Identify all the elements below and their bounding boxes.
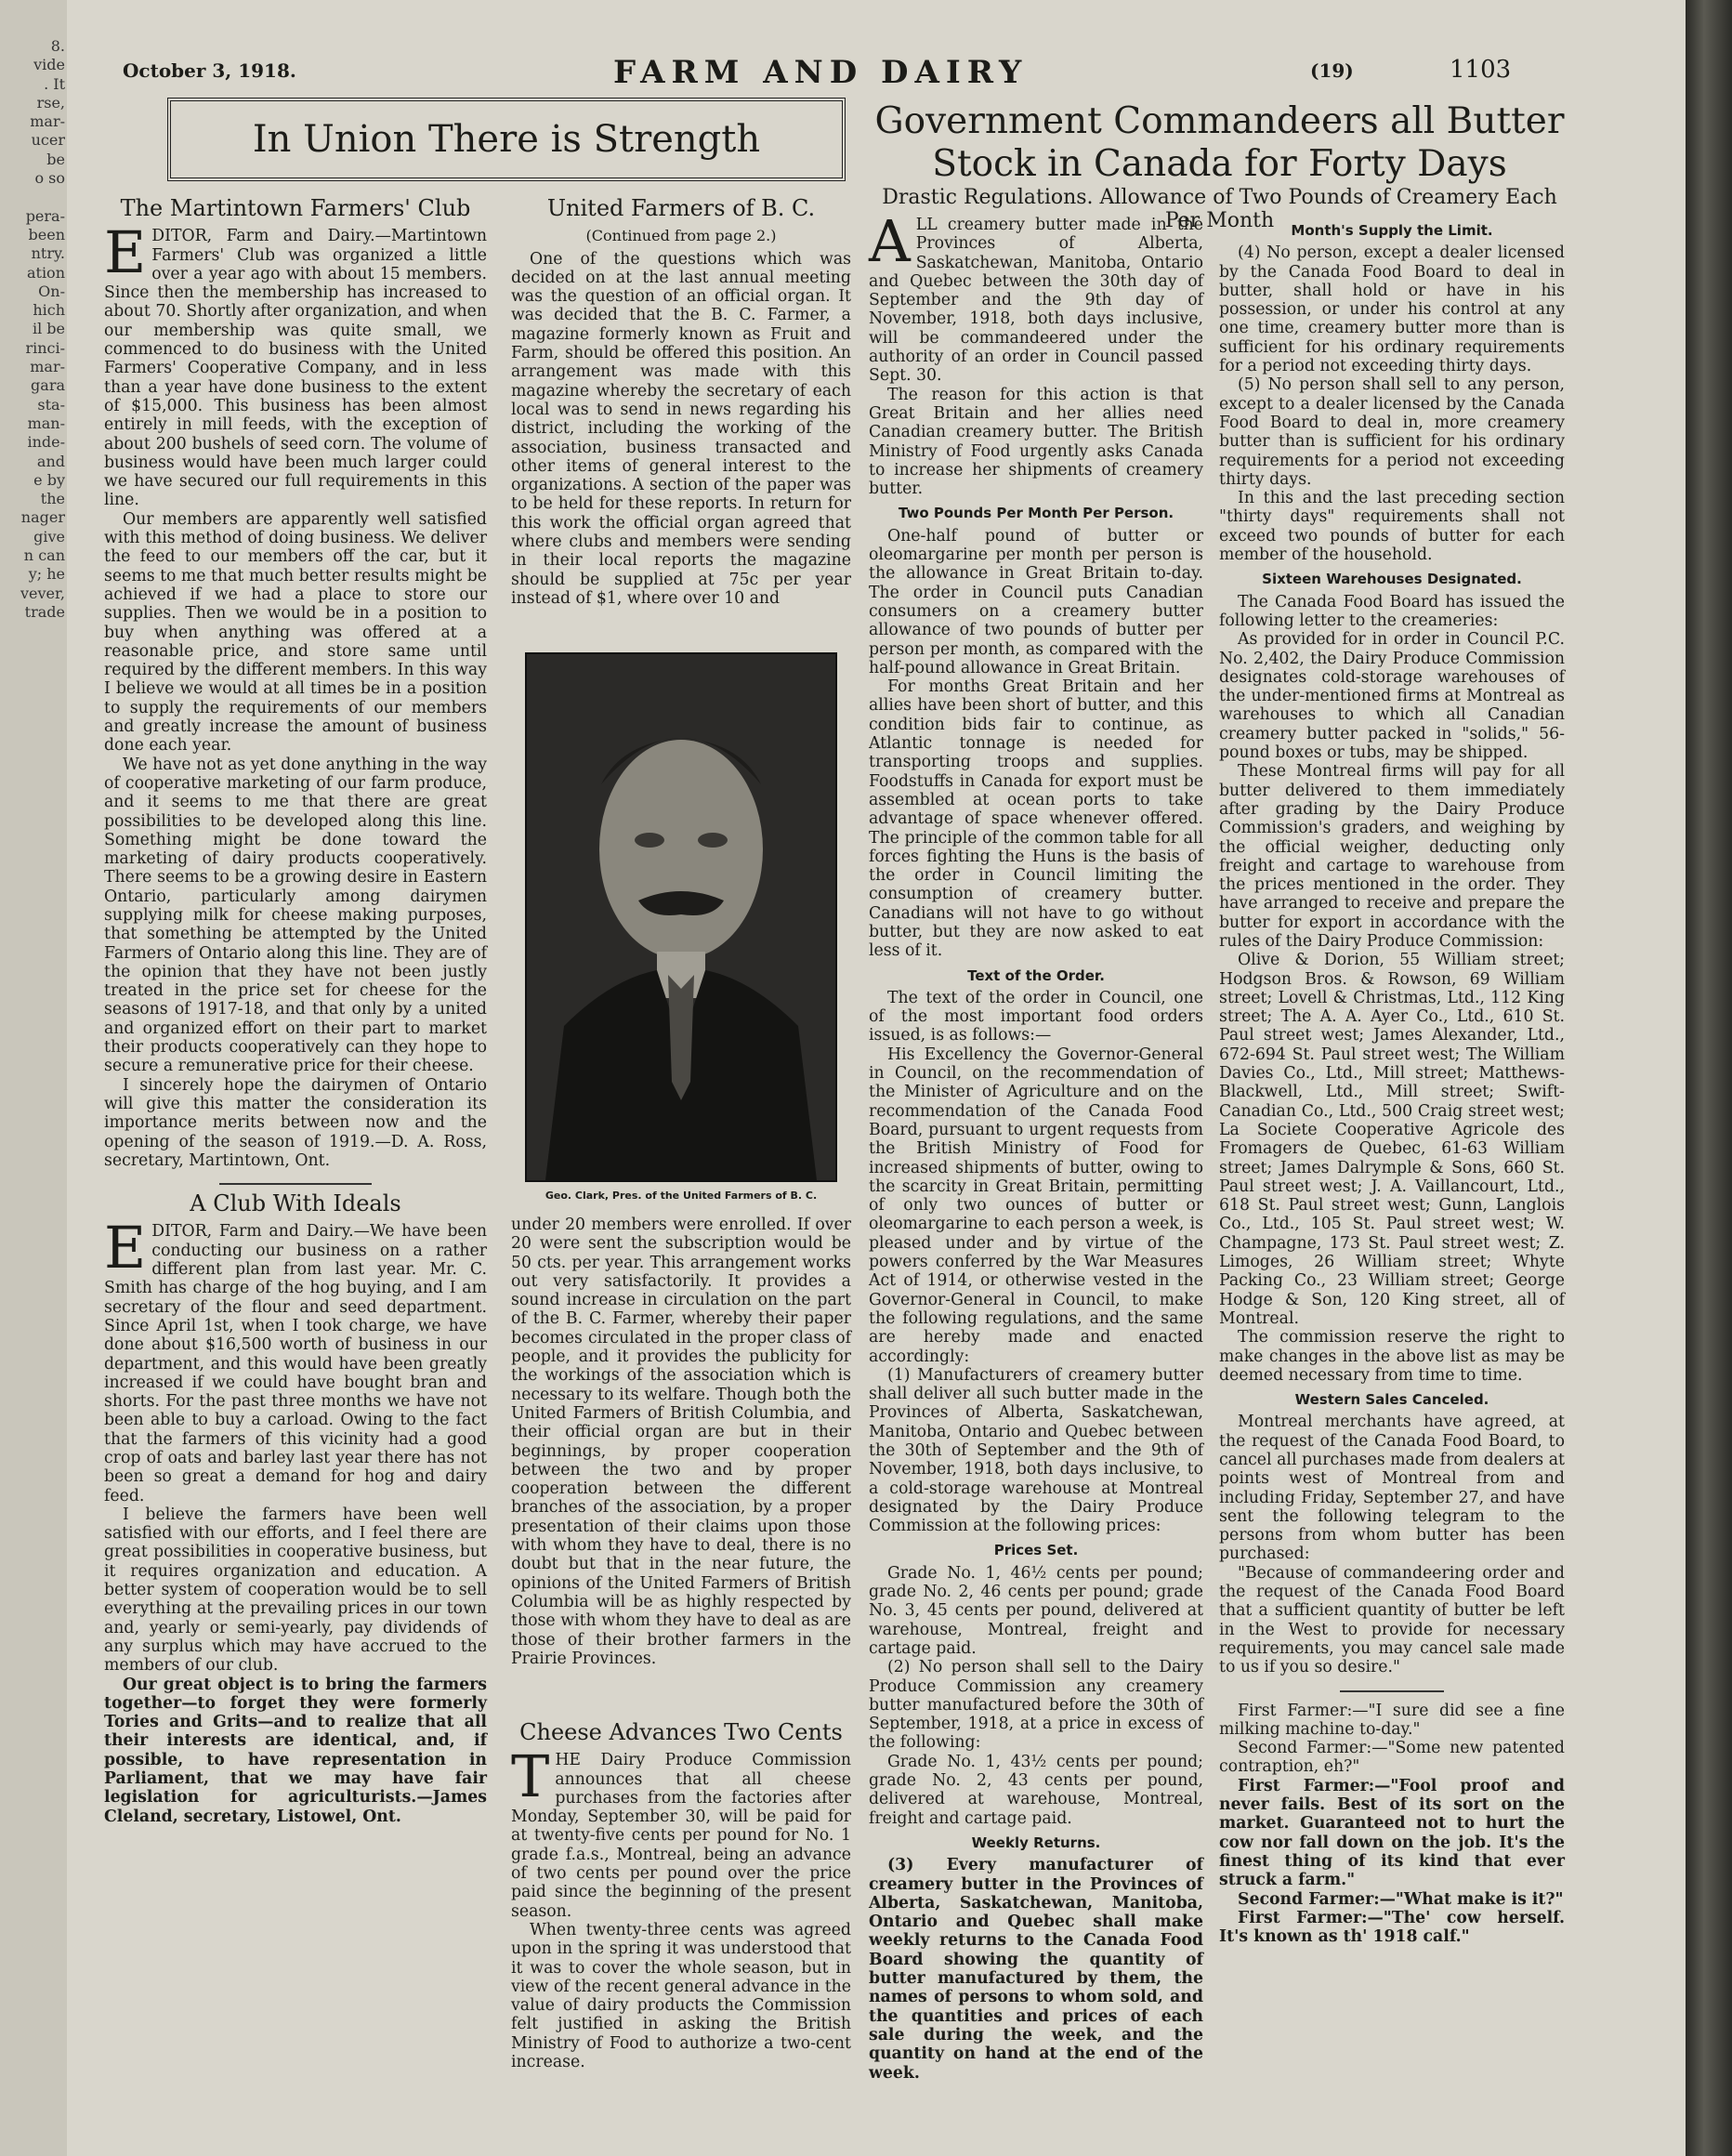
prices-p3: Grade No. 1, 43½ cents per pound; grade No. 2, 43 cents per pound, delivered at warehouse, Montreal, freight and cartage paid. bbox=[869, 1752, 1203, 1828]
edge-text-fragment: ation bbox=[26, 263, 65, 282]
edge-text-fragment: 8. bbox=[50, 37, 65, 55]
cheese-p1 bbox=[511, 1742, 851, 1921]
page-label: (19) bbox=[1310, 59, 1354, 82]
warehouses-p3: These Montreal firms will pay for all butter delivered to them immediately after grading by the Dairy Produce Commission's graders, and weighing by the official weigher, deducting only freight and cartage to warehouse from the prices mentioned in the order. They have arranged to receive and prepare the butter for export in accordance with the rules of the Dairy Produce Commission: bbox=[1219, 762, 1565, 951]
edge-text-fragment: ucer bbox=[31, 131, 65, 150]
cheese-p2: When twenty-three cents was agreed upon in the spring it was understood that it was to cover the whole season, but in view of the recent general advance in the value of dairy products the Commission felt justified in asking the British Ministry of Food to authorize a two-cent increase. bbox=[511, 1920, 851, 2072]
cheese-title: Cheese Advances Two Cents bbox=[519, 1719, 843, 1745]
drop-cap: A bbox=[869, 207, 911, 275]
edge-text-fragment: been bbox=[28, 225, 65, 243]
drop-cap: T bbox=[511, 1742, 550, 1811]
month-p1: (4) No person, except a dealer licensed by the Canada Food Board to deal in butter, shall hold or have in his possession, or under his control at any one time, creamery butter more than is sufficient for his ordinary requirements for a period not exceeding thirty days. bbox=[1219, 243, 1565, 376]
edge-text-fragment: e by bbox=[33, 470, 65, 489]
edge-text-fragment: mar- bbox=[30, 358, 65, 376]
edge-text-fragment: man- bbox=[27, 414, 65, 432]
masthead: FARM AND DAIRY bbox=[613, 54, 1029, 91]
prices-p2: (2) No person shall sell to the Dairy Produce Commission any creamery butter manufactured before the 30th of September, 1918, at a price in excess of the following: bbox=[869, 1658, 1203, 1753]
edge-text-fragment: and bbox=[36, 452, 65, 470]
column-butter-1 bbox=[869, 207, 1203, 2083]
edge-text-fragment: inde- bbox=[27, 433, 65, 452]
joke-line-5: First Farmer:—"The' cow herself. It's known as th' 1918 calf." bbox=[1219, 1908, 1565, 1947]
divider bbox=[219, 1183, 373, 1185]
book-binding bbox=[1686, 0, 1732, 2156]
warehouses-p4: Olive & Dorion, 55 William street; Hodgson Bros. & Rowson, 69 William street; Lovell & Christmas, Ltd., 112 King street; The A. A. Ayer Co., Ltd., 610 St. Paul street west; James Alexander, Ltd., 672-694 St. Paul street west; The William Davies Co., Ltd., Mill street; Matthews-Blackwell, Ltd., Mill street; Swift-Canadian Co., Ltd., 500 Craig street west; La Societe Cooperative Agricole des Fromagers de Quebec, 61-63 William street; James Dalrymple & Sons, 660 St. Paul street west; J. A. Vaillancourt, Ltd., 618 St. Paul street west; Gunn, Langlois Co., Ltd., 105 St. Paul street west; W. Champagne, 173 St. Paul street west; Z. Limoges, 26 William street; Whyte Packing Co., 23 William street; George Hodge & Son, 120 King street, all of Montreal. bbox=[1219, 951, 1565, 1328]
edge-text-fragment: rinci- bbox=[25, 338, 65, 357]
paragraph: HE Dairy Produce Commission announces that all cheese purchases from the factories after Monday, September 30, will be paid for at twenty-five cents per pound for No. 1 grade f.a.s., Montreal, being an advance of two cents per pound over the price paid since the beginning of the present season. bbox=[511, 1751, 851, 1921]
edge-text-fragment bbox=[4, 188, 65, 206]
month-p3: In this and the last preceding section "thirty days" requirements shall not exceed two pounds of butter for each member of the household. bbox=[1219, 489, 1565, 565]
warehouses-heading: Sixteen Warehouses Designated. bbox=[1262, 571, 1522, 588]
text-order-p2: His Excellency the Governor-General in Council, on the recommendation of the Minister of Agriculture and on the recommendation of the Canada Food Board, pursuant to urgent requests from the British Ministry of Food for increased shipments of butter, owing to the scarcity in Great Britain, permitting of only two ounces of butter or oleomargarine to each person a week, is pleased under and by virtue of the powers conferred by the War Measures Act of 1914, or otherwise vested in the Governor-General in Council, to make the following regulations, and the same are hereby made and enacted accordingly: bbox=[869, 1045, 1203, 1366]
portrait-photo bbox=[525, 652, 837, 1182]
edge-text-fragment: mar- bbox=[30, 112, 65, 131]
martintown-p1 bbox=[104, 218, 487, 510]
page-number: 1103 bbox=[1450, 56, 1512, 84]
month-p2: (5) No person shall sell to any person, except to a dealer licensed by the Canada Food Board to deal in, more creamery butter than is sufficient for his ordinary requirements for a period not exceeding thirty days. bbox=[1219, 375, 1565, 489]
edge-text-fragment: vever, bbox=[20, 584, 65, 602]
ideals-p1 bbox=[104, 1214, 487, 1505]
edge-text-fragment: pera- bbox=[25, 206, 65, 225]
text-order-p1: The text of the order in Council, one of the most important food orders issued, is as follows:— bbox=[869, 988, 1203, 1045]
joke-line-4: Second Farmer:—"What make is it?" bbox=[1238, 1889, 1564, 1909]
martintown-p3: We have not as yet done anything in the way of cooperative marketing of our farm produce, and it seems to me that there are great possibilities to be developed along this line. Something might be done toward the marketing of dairy products cooperatively. There seems to be a growing desire in Eastern Ontario, particularly among dairymen supplying milk for cheese making purposes, that something be attempted by the United Farmers of Ontario along this line. They are of the opinion that they have not been justly treated in the price set for cheese for the seasons of 1917-18, and that only by a united and organized effort on their part to market their products cooperatively can they hope to secure a remunerative price for their cheese. bbox=[104, 755, 487, 1076]
butter-intro bbox=[869, 207, 1203, 386]
edge-text-fragment: rse, bbox=[36, 93, 65, 112]
warehouses-p1: The Canada Food Board has issued the following letter to the creameries: bbox=[1219, 592, 1565, 630]
column-bc-top bbox=[511, 195, 851, 608]
edge-text-fragment: . It bbox=[44, 74, 65, 93]
butter-subhead: Drastic Regulations. Allowance of Two Pounds of Creamery Each Per Month bbox=[882, 186, 1557, 232]
ideals-p3: Our great object is to bring the farmers together—to forget they were formerly Tories and Grits—and to realize that all their interests are identical, and, if possible, to have representation in Parliament, that we may have fair legislation for agriculturists.—James Cleland, secretary, Listowel, Ont. bbox=[104, 1675, 487, 1826]
edge-text-fragment: gara bbox=[31, 376, 65, 395]
edge-text-fragment: nager bbox=[20, 508, 65, 527]
page-header bbox=[0, 54, 1732, 95]
photo-caption: Geo. Clark, Pres. of the United Farmers of B. C. bbox=[545, 1190, 818, 1202]
butter-headline: Government Commandeers all Butter Stock in Canada for Forty Days bbox=[874, 100, 1565, 185]
column-martintown bbox=[104, 195, 487, 1826]
two-pounds-p2: For months Great Britain and her allies have been short of butter, and this condition bids fair to continue, as Atlantic tonnage is needed for transporting troops and supplies. Foodstuffs in Canada for export must be assembled at ocean ports to take advantage of space whenever offered. The principle of the common table for all forces fighting the Huns is the basis of the order in Council limiting the consumption of creamery butter. Canadians will not have to go without butter, but they are now asked to eat less of it. bbox=[869, 677, 1203, 961]
bc-title: United Farmers of B. C. bbox=[546, 195, 816, 221]
text-order-p3: (1) Manufacturers of creamery butter shall deliver all such butter made in the Provinces of Alberta, Saskatchewan, Manitoba, Ontario and Quebec between the 30th of September and the 9th of November, 1918, both days inclusive, to a cold-storage warehouse at Montreal designated by the Dairy Produce Commission at the following prices: bbox=[869, 1365, 1203, 1536]
text-order-heading: Text of the Order. bbox=[967, 966, 1105, 984]
paragraph: DITOR, Farm and Dairy.—We have been conducting our business on a rather different plan from last year. Mr. C. Smith has charge of the hog buying, and I am secretary of the flour and seed department. Since April 1st, when I took charge, we have done about $16,500 worth of business in our department, and this would have been greatly increased if we could have bought bran and shorts. For the past three months we have not been able to buy a carload. Owing to the fact that the farmers of this vicinity had a good crop of oats and barley last year there has not been so great a demand for hog and dairy feed. bbox=[104, 1222, 487, 1505]
edge-text-fragment: be bbox=[46, 150, 65, 168]
edge-text-fragment: the bbox=[40, 490, 65, 508]
western-heading: Western Sales Canceled. bbox=[1294, 1391, 1489, 1409]
paragraph: LL creamery butter made in the Provinces of Alberta, Saskatchewan, Manitoba, Ontario and Quebec between the 30th day of September and the 9th day of November, 1918, both days inclusive, will be commandeered under the authority of an order in Council passed Sept. 30. bbox=[869, 216, 1203, 386]
edge-text-fragment: n can bbox=[23, 546, 65, 565]
joke-line-3: First Farmer:—"Fool proof and never fails. Best of its sort on the market. Guaranteed not to hurt the cow nor fall down on the job. It's the finest thing of its kind that ever struck a farm." bbox=[1219, 1776, 1565, 1890]
edge-text-fragment: vide bbox=[33, 56, 65, 74]
column-bc-bottom bbox=[511, 1216, 851, 1668]
warehouses-p5: The commission reserve the right to make changes in the above list as may be deemed necessary from time to time. bbox=[1219, 1328, 1565, 1385]
joke-line-2: Second Farmer:—"Some new patented contraption, eh?" bbox=[1219, 1739, 1565, 1777]
issue-date: October 3, 1918. bbox=[123, 59, 296, 82]
edge-text-fragment: trade bbox=[24, 602, 65, 621]
western-p2: "Because of commandeering order and the request of the Canada Food Board that a sufficient quantity of butter be left in the West to provide for necessary requirements, you may cancel sale made to us if you so desire." bbox=[1219, 1563, 1565, 1677]
ideals-title: A Club With Ideals bbox=[190, 1190, 401, 1217]
warehouses-p2: As provided for in order in Council P.C. No. 2,402, the Dairy Produce Commission designates cold-storage warehouses of the under-mentioned firms at Montreal as warehouses to which all Canadian creamery butter packed in "solids," 56-pound boxes or tubs, may be shipped. bbox=[1219, 630, 1565, 763]
previous-page-edge bbox=[0, 0, 67, 2156]
martintown-title: The Martintown Farmers' Club bbox=[120, 195, 471, 221]
bc-continued: (Continued from page 2.) bbox=[585, 227, 777, 245]
joke-line-1: First Farmer:—"I sure did see a fine milking machine to-day." bbox=[1219, 1701, 1565, 1739]
martintown-p2: Our members are apparently well satisfied with this method of doing business. We deliver the feed to our members off the car, but it seems to me that much better results might be achieved if we had a place to store our supplies. Then we would be in a position to buy when anything was offered at a reasonable price, and store same until required by the different members. In this way I believe we would at all times be in a position to supply the requirements of our members and greatly increase the amount of business done each year. bbox=[104, 509, 487, 756]
edge-text-fragment: give bbox=[33, 527, 65, 546]
weekly-heading: Weekly Returns. bbox=[971, 1834, 1101, 1851]
divider bbox=[1340, 1690, 1444, 1692]
butter-reason: The reason for this action is that Great Britain and her allies need Canadian creamery butter. The British Ministry of Food urgently asks Canada to increase her shipments of creamery butter. bbox=[869, 385, 1203, 499]
portrait-figure bbox=[527, 654, 835, 1180]
month-heading: Month's Supply the Limit. bbox=[1291, 222, 1493, 239]
edge-text-fragment: o so bbox=[34, 169, 65, 188]
western-p1: Montreal merchants have agreed, at the request of the Canada Food Board, to cancel all purchases made from dealers at points west of Montreal from and including Friday, September 27, and have sent the following telegram to the persons from whom butter has been purchased: bbox=[1219, 1413, 1565, 1564]
edge-text-fragment: il be bbox=[32, 320, 65, 338]
banner-title: In Union There is Strength bbox=[252, 118, 761, 161]
prices-heading: Prices Set. bbox=[993, 1542, 1079, 1559]
column-butter-2 bbox=[1219, 216, 1565, 1946]
paragraph: DITOR, Farm and Dairy.—Martintown Farmers' Club was organized a little over a year ago with about 15 members. Since then the membership has increased to about 70. Shortly after organization, and when our membership was quite small, we commenced to do business with the United Farmers' Cooperative Company, and in less than a year have done business to the extent of $15,000. This business has been almost entirely in mill feeds, with the exception of about 200 bushels of seed corn. The volume of business would have been much larger could we have secured our full requirements in this line. bbox=[104, 227, 487, 510]
edge-text-fragment: On- bbox=[38, 282, 65, 300]
column-cheese bbox=[511, 1719, 851, 2071]
two-pounds-p1: One-half pound of butter or oleomargarine per month per person is the allowance in Great Britain to-day. The order in Council puts Canadian consumers on a creamery butter allowance of two pounds of butter per person per month, as compared with the half-pound allowance in Great Britain. bbox=[869, 526, 1203, 677]
edge-text-fragment: sta- bbox=[37, 395, 65, 414]
weekly-p: (3) Every manufacturer of creamery butter in the Provinces of Alberta, Saskatchewan, Manitoba, Ontario and Quebec shall make weekly returns to the Canada Food Board showing the quantity of butter manufactured by them, the names of persons to whom sold, and the quantities and prices of each sale during the week, and the quantity on hand at the end of the week. bbox=[869, 1856, 1203, 2083]
ideals-p2: I believe the farmers have been well satisfied with our efforts, and I feel there are great possibilities in cooperative business, but it requires organization and education. A better system of cooperation would be to sell everything at the prevailing prices in our town and, yearly or semi-yearly, pay dividends of any surplus which may have accrued to the members of our club. bbox=[104, 1505, 487, 1676]
bc-p2: under 20 members were enrolled. If over 20 were sent the subscription would be 50 cts. per year. This arrangement works out very satisfactorily. It provides a sound increase in circulation on the part of the B. C. Farmer, whereby their paper becomes circulated in the proper class of people, and it provides the publicity for the workings of the association which is necessary to its welfare. Though both the United Farmers of British Columbia, and their official organ are but in their beginnings, by proper cooperation between the two and by proper cooperation between the different branches of the association, by a proper presentation of their claims upon those with whom they have to deal, there is no doubt but that in the near future, the opinions of the United Farmers of British Columbia will be as highly respected by those with whom they have to deal as are those of their brother farmers in the Prairie Provinces. bbox=[511, 1216, 851, 1668]
edge-text-fragment: ntry. bbox=[31, 244, 65, 263]
two-pounds-heading: Two Pounds Per Month Per Person. bbox=[898, 505, 1174, 522]
drop-cap: E bbox=[104, 1214, 147, 1282]
bc-p1: One of the questions which was decided on at the last annual meeting was the question of an official organ. It was decided that the B. C. Farmer, a magazine formerly known as Fruit and Farm, should be offered this position. An arrangement was made with this magazine whereby the secretary of each local was to send in news regarding his district, including the working of the association, business transacted and other items of general interest to the organizations. A section of the paper was to be held for these reports. In return for this work the official organ agreed that where clubs and members were sending in their local reports the magazine should be supplied at 75c per year instead of $1, where over 10 and bbox=[511, 249, 851, 608]
prices-p1: Grade No. 1, 46½ cents per pound; grade No. 2, 46 cents per pound; grade No. 3, 45 cents per pound, delivered at warehouse, Montreal, freight and cartage paid. bbox=[869, 1563, 1203, 1658]
section-banner bbox=[167, 98, 846, 181]
drop-cap: E bbox=[104, 218, 147, 287]
martintown-p4: I sincerely hope the dairymen of Ontario will give this matter the consideration its importance merits between now and the opening of the season of 1919.—D. A. Ross, secretary, Martintown, Ont. bbox=[104, 1075, 487, 1170]
edge-text-fragment: y; he bbox=[28, 565, 65, 584]
edge-text-fragment: hich bbox=[33, 301, 65, 320]
